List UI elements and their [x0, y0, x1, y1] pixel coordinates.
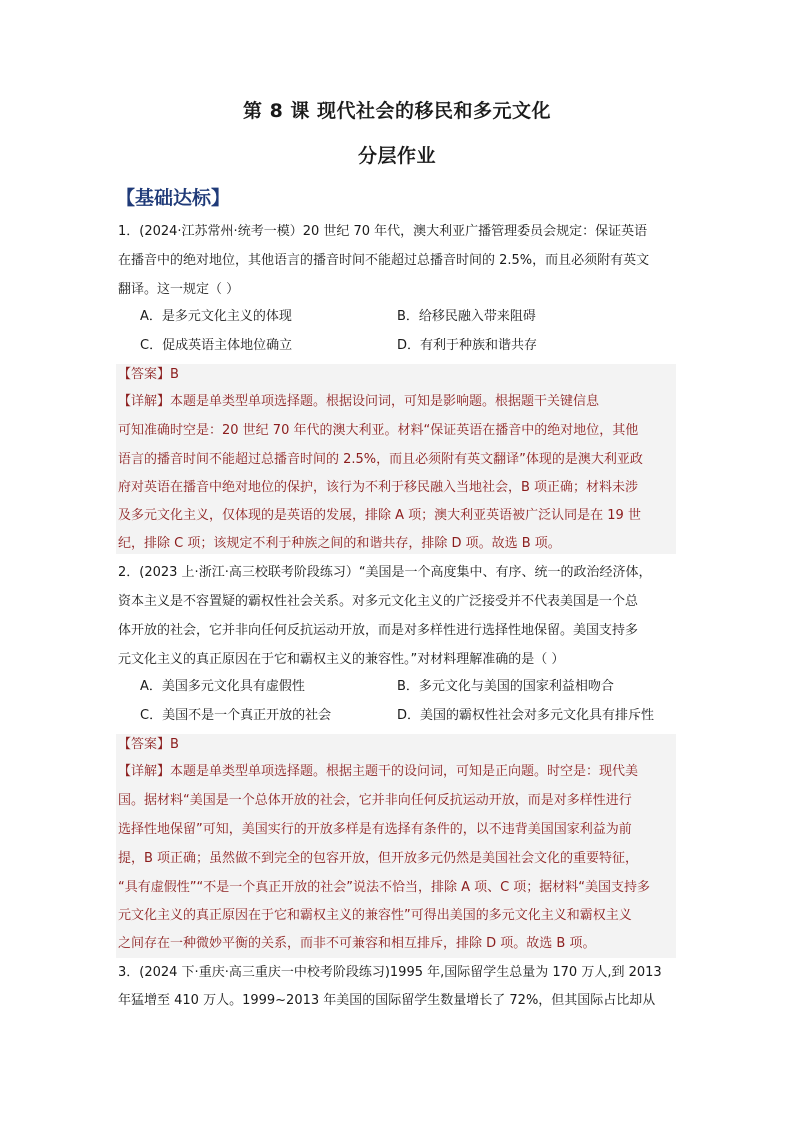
question-2-stem-line-4: 元文化主义的真正原因在于它和霸权主义的兼容性。”对材料理解准确的是（ ）	[118, 652, 565, 667]
question-2-detail-line-2: 国。据材料“美国是一个总体开放的社会，它并非向任何反抗运动开放，而是对多样性进行	[118, 793, 632, 808]
page-subtitle: 分层作业	[357, 145, 436, 167]
question-1-option-a: A．是多元文化主义的体现	[140, 309, 292, 324]
question-3-stem-line-2: 年猛增至 410 万人。1999~2013 年美国的国际留学生数量增长了 72%，但其国际占比却从	[118, 993, 656, 1008]
question-2-answer: 【答案】B	[118, 737, 179, 752]
question-1-option-c: C．促成英语主体地位确立	[140, 338, 293, 353]
question-2-detail-line-6: 元文化主义的真正原因在于它和霸权主义的兼容性”可得出美国的多元文化主义和霸权主义	[118, 908, 632, 923]
question-2-detail-line-4: 提，B 项正确；虽然做不到完全的包容开放，但开放多元仍然是美国社会文化的重要特征，	[118, 851, 639, 866]
question-2-detail-line-3: 选择性地保留”可知，美国实行的开放多样是有选择有条件的，以不违背美国国家利益为前	[118, 822, 632, 837]
question-2-detail-line-1: 【详解】本题是单类型单项选择题。根据主题干的设问词，可知是正向题。时空是：现代美	[118, 764, 639, 779]
question-1-detail-line-1: 【详解】本题是单类型单项选择题。根据设问词，可知是影响题。根据题干关键信息	[118, 394, 600, 409]
question-2-option-d: D．美国的霸权性社会对多元文化具有排斥性	[397, 708, 655, 723]
question-2-detail-line-7: 之间存在一种微妙平衡的关系，而非不可兼容和相互排斥，排除 D 项。故选 B 项。	[118, 936, 596, 951]
page-title: 第 8 课 现代社会的移民和多元文化	[242, 100, 552, 122]
question-1-detail-line-5: 及多元文化主义，仅体现的是英语的发展，排除 A 项；澳大利亚英语被广泛认同是在 19 世	[118, 508, 641, 523]
question-1-answer: 【答案】B	[118, 367, 179, 382]
question-1-stem-line-1: 1．(2024·江苏常州·统考一模）20 世纪 70 年代，澳大利亚广播管理委员会规定：保证英语	[118, 224, 648, 239]
question-2-option-b: B．多元文化与美国的国家利益相吻合	[397, 679, 614, 694]
question-2-detail-line-5: “具有虚假性”“不是一个真正开放的社会”说法不恰当，排除 A 项、C 项；据材料“美国支持多	[118, 880, 651, 895]
question-1-stem-line-3: 翻译。这一规定（ ）	[118, 282, 240, 297]
question-1-detail-line-6: 纪，排除 C 项；该规定不利于种族之间的和谐共存，排除 D 项。故选 B 项。	[118, 536, 561, 551]
question-1-option-b: B．给移民融入带来阻碍	[397, 309, 536, 324]
question-1-option-d: D．有利于种族和谐共存	[397, 338, 538, 353]
question-1-stem-line-2: 在播音中的绝对地位，其他语言的播音时间不能超过总播音时间的 2.5%，而且必须附有英文	[118, 253, 650, 268]
section-heading: 【基础达标】	[116, 187, 231, 209]
question-1-detail-line-4: 府对英语在播音中绝对地位的保护，该行为不利于移民融入当地社会，B 项正确；材料未涉	[118, 480, 639, 495]
question-2-stem-line-2: 资本主义是不容置疑的霸权性社会关系。对多元文化主义的广泛接受并不代表美国是一个总	[118, 594, 639, 609]
question-2-stem-line-1: 2．(2023 上·浙江·高三校联考阶段练习）“美国是一个高度集中、有序、统一的政治经济体，	[118, 565, 652, 580]
question-2-option-c: C．美国不是一个真正开放的社会	[140, 708, 332, 723]
question-3-stem-line-1: 3．(2024 下·重庆·高三重庆一中校考阶段练习)1995 年,国际留学生总量为 170 万人,到 2013	[118, 965, 662, 980]
question-2-option-a: A．美国多元文化具有虚假性	[140, 679, 305, 694]
question-1-detail-line-3: 语言的播音时间不能超过总播音时间的 2.5%，而且必须附有英文翻译”体现的是澳大利亚政	[118, 452, 643, 467]
question-2-stem-line-3: 体开放的社会，它并非向任何反抗运动开放，而是对多样性进行选择性地保留。美国支持多	[118, 623, 639, 638]
question-1-detail-line-2: 可知准确时空是：20 世纪 70 年代的澳大利亚。材料“保证英语在播音中的绝对地位，其他	[118, 423, 639, 438]
